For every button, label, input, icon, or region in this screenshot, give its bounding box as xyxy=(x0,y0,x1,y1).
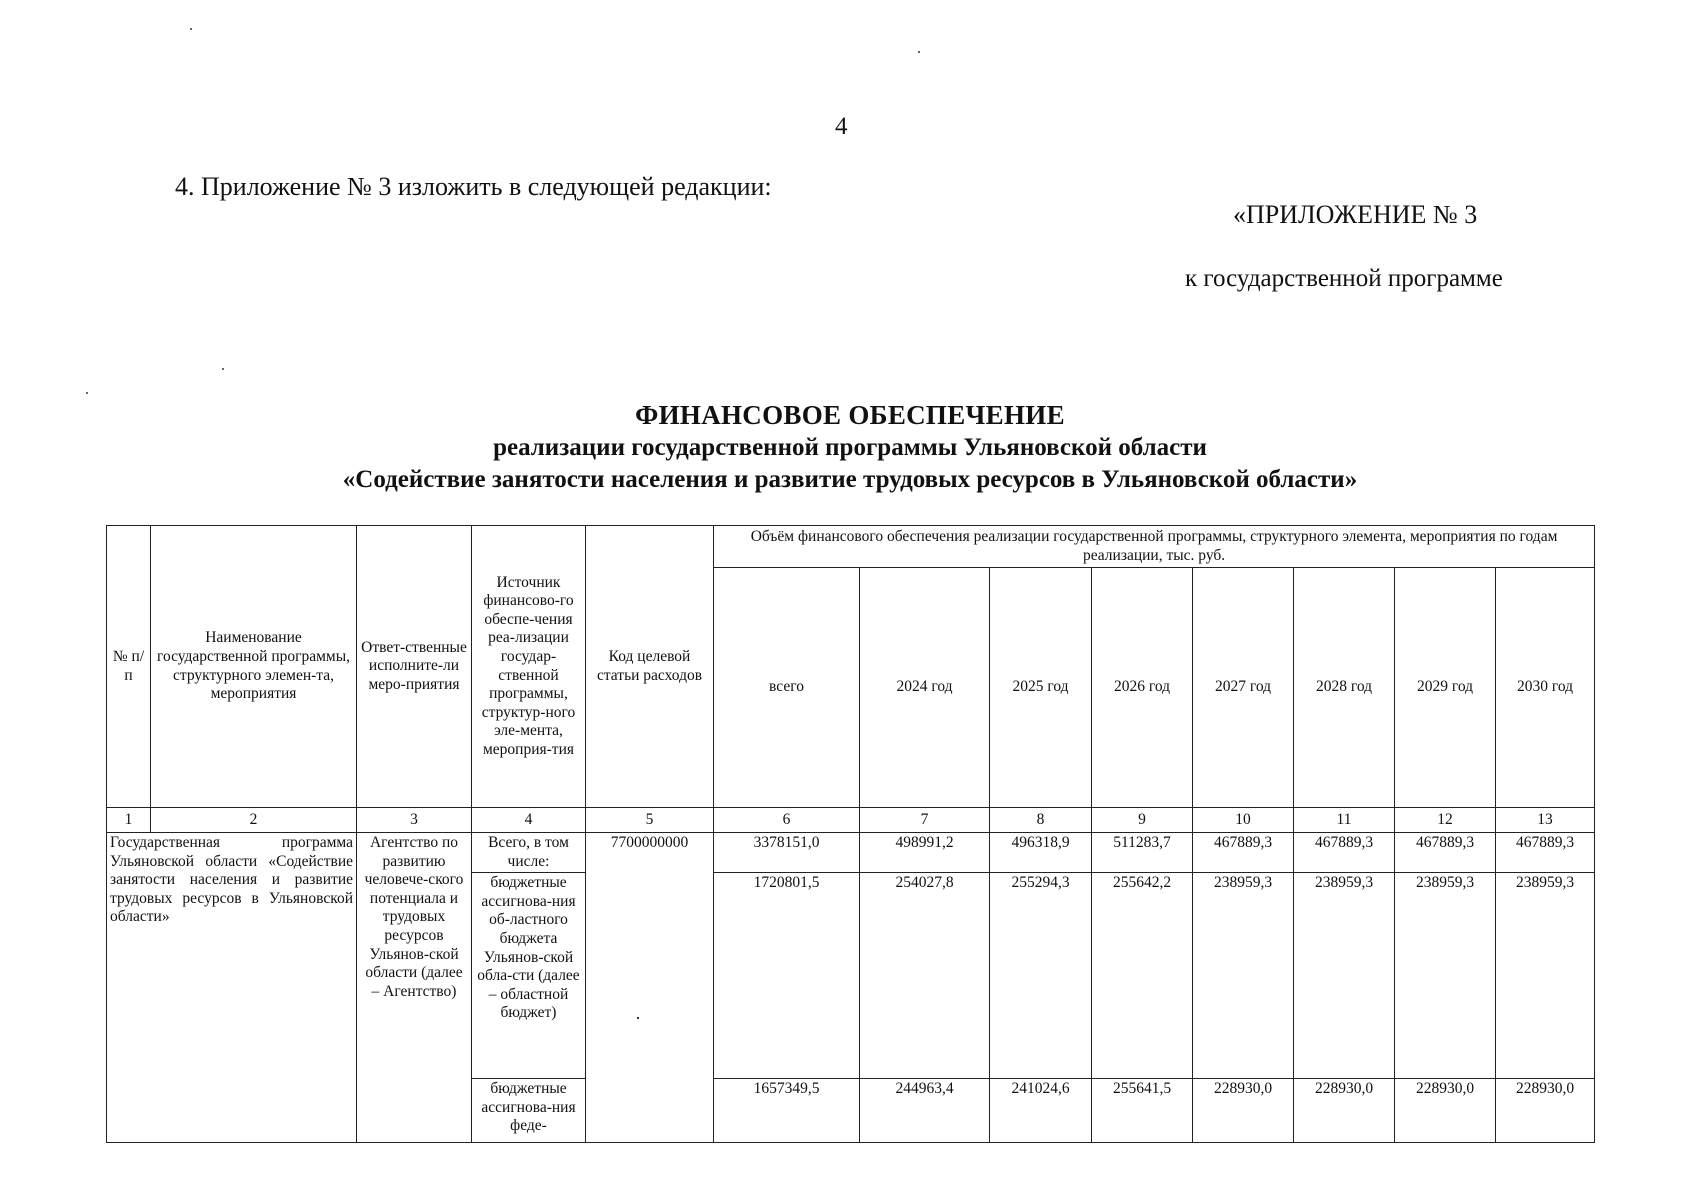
funding-source: бюджетные ассигнова-ния феде- xyxy=(472,1079,586,1143)
scan-speck xyxy=(86,392,88,394)
header-year: 2028 год xyxy=(1294,568,1395,808)
financing-table xyxy=(106,525,1595,1143)
value-2025: 496318,9 xyxy=(990,833,1092,873)
value-2025: 255294,3 xyxy=(990,873,1092,1079)
program-code: 7700000000 xyxy=(586,833,714,1143)
column-number: 12 xyxy=(1395,808,1496,833)
value-2030: 238959,3 xyxy=(1496,873,1595,1079)
header-code: Код целевой статьи расходов xyxy=(586,526,714,808)
value-2026: 255642,2 xyxy=(1092,873,1193,1079)
program-title: «Содействие занятости населения и развитие трудовых ресурсов в Ульяновской области» xyxy=(342,466,1358,493)
header-volume: Объём финансового обеспечения реализации государственной программы, структурного элемента, мероприятия по годам реализации, тыс. руб. xyxy=(714,526,1595,568)
value-2026: 255641,5 xyxy=(1092,1079,1193,1143)
column-number: 3 xyxy=(357,808,472,833)
intro-paragraph: 4. Приложение № 3 изложить в следующей редакции: xyxy=(175,172,772,201)
value-2030: 228930,0 xyxy=(1496,1079,1595,1143)
header-source: Источник финансово-го обеспе-чения реа-лизации государ-ственной программы, структур-ного эле-мента, мероприя-тия xyxy=(472,526,586,808)
header-total: всего xyxy=(714,568,860,808)
header-executor: Ответ-ственные исполните-ли меро-приятия xyxy=(357,526,472,808)
value-2029: 238959,3 xyxy=(1395,873,1496,1079)
scan-speck xyxy=(918,51,920,53)
page-number: 4 xyxy=(835,113,848,140)
value-total: 1657349,5 xyxy=(714,1079,860,1143)
value-total: 1720801,5 xyxy=(714,873,860,1079)
value-2030: 467889,3 xyxy=(1496,833,1595,873)
value-2027: 228930,0 xyxy=(1193,1079,1294,1143)
funding-source: бюджетные ассигнова-ния об-ластного бюджета Ульянов-ской обла-сти (далее – областной бюджет) xyxy=(472,873,586,1079)
column-number: 2 xyxy=(151,808,357,833)
header-num: № п/п xyxy=(107,526,151,808)
column-number: 1 xyxy=(107,808,151,833)
value-2029: 467889,3 xyxy=(1395,833,1496,873)
header-year: 2025 год xyxy=(990,568,1092,808)
value-2025: 241024,6 xyxy=(990,1079,1092,1143)
document-subtitle: реализации государственной программы Ульяновской области xyxy=(493,434,1207,461)
header-year: 2024 год xyxy=(860,568,990,808)
column-number: 6 xyxy=(714,808,860,833)
column-number: 4 xyxy=(472,808,586,833)
column-number: 11 xyxy=(1294,808,1395,833)
header-year: 2030 год xyxy=(1496,568,1595,808)
value-2028: 228930,0 xyxy=(1294,1079,1395,1143)
value-total: 3378151,0 xyxy=(714,833,860,873)
column-numbers-row xyxy=(107,808,1595,833)
value-2028: 238959,3 xyxy=(1294,873,1395,1079)
column-number: 13 xyxy=(1496,808,1595,833)
header-name: Наименование государственной программы, структурного элемен-та, мероприятия xyxy=(151,526,357,808)
column-number: 10 xyxy=(1193,808,1294,833)
column-number: 9 xyxy=(1092,808,1193,833)
funding-source: Всего, в том числе: xyxy=(472,833,586,873)
appendix-subtitle: к государственной программе xyxy=(1185,265,1503,292)
value-2029: 228930,0 xyxy=(1395,1079,1496,1143)
table-row xyxy=(107,833,1595,873)
value-2027: 238959,3 xyxy=(1193,873,1294,1079)
program-name: Государственная программа Ульяновской области «Содействие занятости населения и развитие трудовых ресурсов в Ульяновской области» xyxy=(107,833,357,1143)
appendix-title: «ПРИЛОЖЕНИЕ № 3 xyxy=(1233,200,1478,229)
value-2024: 254027,8 xyxy=(860,873,990,1079)
header-year: 2026 год xyxy=(1092,568,1193,808)
value-2024: 498991,2 xyxy=(860,833,990,873)
column-number: 8 xyxy=(990,808,1092,833)
header-year: 2029 год xyxy=(1395,568,1496,808)
document-title: ФИНАНСОВОЕ ОБЕСПЕЧЕНИЕ xyxy=(635,400,1065,430)
scan-speck xyxy=(637,1017,639,1019)
scan-speck xyxy=(222,368,224,370)
header-year: 2027 год xyxy=(1193,568,1294,808)
column-number: 7 xyxy=(860,808,990,833)
column-number: 5 xyxy=(586,808,714,833)
value-2028: 467889,3 xyxy=(1294,833,1395,873)
value-2027: 467889,3 xyxy=(1193,833,1294,873)
scan-speck xyxy=(190,28,192,30)
value-2026: 511283,7 xyxy=(1092,833,1193,873)
value-2024: 244963,4 xyxy=(860,1079,990,1143)
program-executor: Агентство по развитию человече-ского потенциала и трудовых ресурсов Ульянов-ской области (далее – Агентство) xyxy=(357,833,472,1143)
